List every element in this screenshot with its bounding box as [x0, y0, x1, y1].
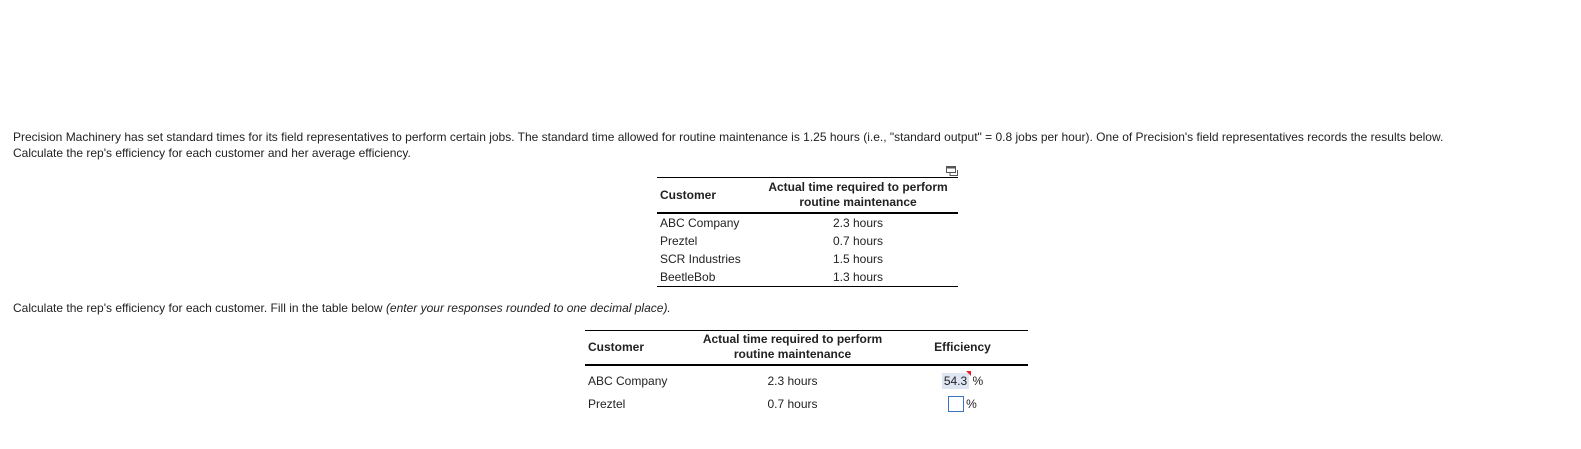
- efficiency-cell: [897, 365, 1028, 392]
- header-customer: Customer: [588, 339, 645, 354]
- header-actual-time: Actual time required to perform routine maintenance: [702, 332, 883, 361]
- efficiency-input-preztel[interactable]: [948, 396, 964, 412]
- table-row: [585, 365, 1028, 392]
- customer-cell: Preztel: [660, 234, 698, 248]
- time-cell: 2.3 hours: [767, 373, 818, 388]
- problem-statement: [13, 129, 1573, 161]
- customer-cell: ABC Company: [660, 216, 740, 230]
- given-data-table: [657, 177, 958, 287]
- time-cell: 2.3 hours: [832, 216, 884, 230]
- table-row: [657, 213, 958, 232]
- percent-sign: %: [966, 396, 977, 411]
- efficiency-cell: [897, 392, 1028, 415]
- time-cell: 0.7 hours: [832, 234, 884, 248]
- table-row: [585, 392, 1028, 415]
- answer-table: [585, 330, 1028, 415]
- time-cell: 0.7 hours: [767, 396, 818, 411]
- efficiency-value: 54.3: [943, 373, 968, 388]
- table-row: [657, 268, 958, 287]
- efficiency-answer-abc[interactable]: [942, 373, 969, 389]
- time-cell: 1.5 hours: [832, 252, 884, 266]
- table-row: [657, 232, 958, 250]
- time-cell: 1.3 hours: [832, 270, 884, 284]
- table-row: [657, 250, 958, 268]
- percent-sign: %: [972, 373, 984, 388]
- customer-cell: BeetleBob: [660, 270, 716, 284]
- table-header-row: [657, 178, 958, 214]
- instruction-hint: (enter your responses rounded to one decimal place).: [385, 301, 671, 315]
- customer-cell: SCR Industries: [660, 252, 741, 266]
- problem-text: Precision Machinery has set standard times for its field representatives to perform certain jobs. The standard time allowed for routine maintenance is 1.25 hours (i.e., "standard output" = 0.8 jobs per hour). One of Precision's field representatives records the results below.: [13, 130, 1444, 144]
- copy-icon[interactable]: [946, 166, 958, 176]
- incorrect-flag-icon: [966, 371, 971, 376]
- instruction: [13, 300, 671, 316]
- header-actual-time: Actual time required to perform routine maintenance: [768, 180, 948, 209]
- problem-task: Calculate the rep's efficiency for each customer and her average efficiency.: [13, 146, 411, 160]
- customer-cell: Preztel: [588, 396, 626, 411]
- header-customer: Customer: [660, 187, 717, 202]
- customer-cell: ABC Company: [588, 373, 668, 388]
- instruction-text: Calculate the rep's efficiency for each customer. Fill in the table below: [13, 301, 386, 315]
- table-header-row: [585, 331, 1028, 366]
- header-efficiency: Efficiency: [934, 339, 991, 354]
